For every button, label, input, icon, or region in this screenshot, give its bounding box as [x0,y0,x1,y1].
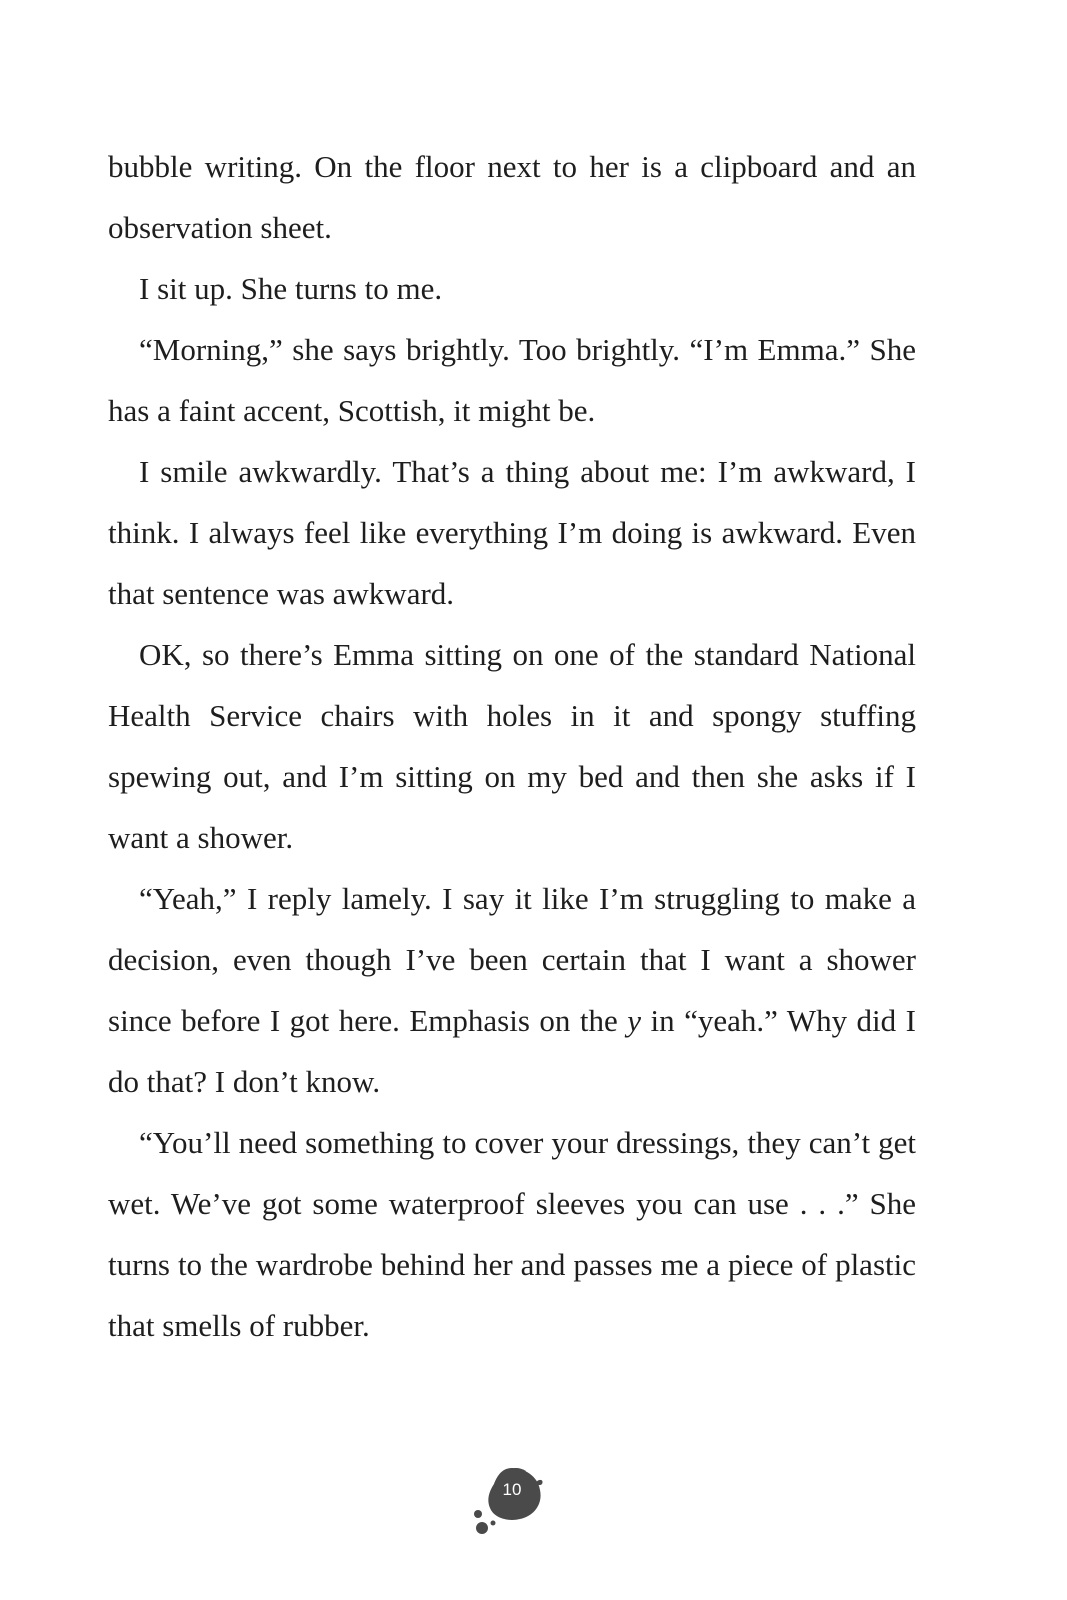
paragraph [108,258,916,319]
text-run: “Morning,” she says brightly. Too brightly. “I’m Emma.” She has a faint accent, Scottish, it might be. [108,332,916,428]
paragraph [108,1112,916,1356]
page-number: 10 [502,1480,522,1499]
text-run: I smile awkwardly. That’s a thing about me: I’m awkward, I think. I always feel like everything I’m doing is awkward. Even that sentence was awkward. [108,454,916,611]
page-number-badge [466,1462,546,1542]
ink-splat-icon [466,1462,546,1542]
paragraph [108,441,916,624]
text-run: “You’ll need something to cover your dressings, they can’t get wet. We’ve got some waterproof sleeves you can use . . .” She turns to the wardrobe behind her and passes me a piece of plastic that smells of rubber. [108,1125,916,1343]
paragraph [108,136,916,258]
body-text [108,136,916,1356]
text-run: “Yeah,” I reply lamely. I say it like I’m struggling to make a decision, even though I’ve been certain that I want a shower since before I got here. Emphasis on the [108,881,916,1038]
text-run: bubble writing. On the floor next to her is a clipboard and an observation sheet. [108,149,916,245]
text-run: in “yeah.” Why did I do that? I don’t know. [108,1003,916,1099]
text-run: I sit up. She turns to me. [139,271,443,306]
paragraph [108,624,916,868]
paragraph [108,319,916,441]
text-run: OK, so there’s Emma sitting on one of the standard National Health Service chairs with holes in it and spongy stuffing spewing out, and I’m sitting on my bed and then she asks if I want a shower. [108,637,916,855]
italic-text: y [627,1003,641,1038]
paragraph [108,868,916,1112]
